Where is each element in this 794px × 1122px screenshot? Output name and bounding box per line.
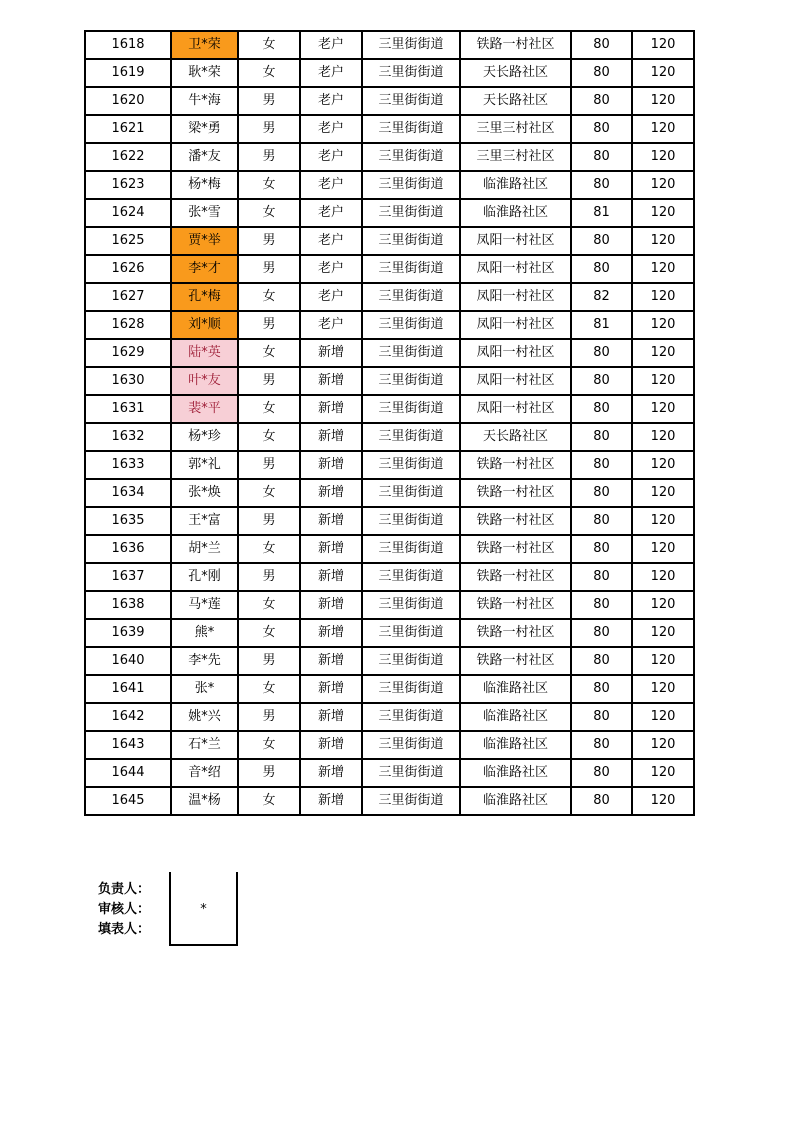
community-cell: 铁路一村社区 [460, 563, 571, 591]
reviewer-value: * [200, 902, 207, 917]
household-type-cell: 老户 [300, 283, 362, 311]
table-row [85, 647, 694, 675]
amount-cell: 120 [632, 647, 694, 675]
row-id-cell: 1640 [85, 647, 171, 675]
reviewer-label: 审核人： [98, 902, 151, 917]
name-cell: 梁*勇 [171, 115, 238, 143]
community-cell: 铁路一村社区 [460, 507, 571, 535]
standard-cell: 80 [571, 339, 632, 367]
table-row [85, 395, 694, 423]
name-cell: 马*莲 [171, 591, 238, 619]
amount-cell: 120 [632, 535, 694, 563]
name-cell: 裴*平 [171, 395, 238, 423]
standard-cell: 81 [571, 311, 632, 339]
standard-cell: 80 [571, 395, 632, 423]
gender-cell: 男 [238, 507, 300, 535]
table-row [85, 675, 694, 703]
street-cell: 三里街街道 [362, 563, 460, 591]
household-type-cell: 新增 [300, 339, 362, 367]
street-cell: 三里街街道 [362, 759, 460, 787]
community-cell: 凤阳一村社区 [460, 395, 571, 423]
amount-cell: 120 [632, 703, 694, 731]
name-cell: 刘*顺 [171, 311, 238, 339]
gender-cell: 女 [238, 619, 300, 647]
household-type-cell: 新增 [300, 535, 362, 563]
name-cell: 孔*刚 [171, 563, 238, 591]
street-cell: 三里街街道 [362, 423, 460, 451]
standard-cell: 80 [571, 563, 632, 591]
household-type-cell: 新增 [300, 451, 362, 479]
household-type-cell: 新增 [300, 563, 362, 591]
name-cell: 陆*英 [171, 339, 238, 367]
row-id-cell: 1635 [85, 507, 171, 535]
gender-cell: 女 [238, 731, 300, 759]
standard-cell: 80 [571, 87, 632, 115]
responsible-label: 负责人： [98, 882, 151, 897]
household-type-cell: 老户 [300, 115, 362, 143]
table-row [85, 479, 694, 507]
amount-cell: 120 [632, 479, 694, 507]
amount-cell: 120 [632, 395, 694, 423]
amount-cell: 120 [632, 619, 694, 647]
community-cell: 凤阳一村社区 [460, 311, 571, 339]
street-cell: 三里街街道 [362, 731, 460, 759]
gender-cell: 女 [238, 423, 300, 451]
gender-cell: 女 [238, 787, 300, 815]
gender-cell: 男 [238, 563, 300, 591]
household-type-cell: 新增 [300, 591, 362, 619]
gender-cell: 男 [238, 311, 300, 339]
standard-cell: 82 [571, 283, 632, 311]
row-id-cell: 1621 [85, 115, 171, 143]
table-row [85, 451, 694, 479]
row-id-cell: 1626 [85, 255, 171, 283]
name-cell: 姚*兴 [171, 703, 238, 731]
name-cell: 贾*举 [171, 227, 238, 255]
standard-cell: 80 [571, 227, 632, 255]
table-row [85, 255, 694, 283]
row-id-cell: 1637 [85, 563, 171, 591]
name-cell: 孔*梅 [171, 283, 238, 311]
street-cell: 三里街街道 [362, 675, 460, 703]
street-cell: 三里街街道 [362, 451, 460, 479]
household-type-cell: 新增 [300, 395, 362, 423]
street-cell: 三里街街道 [362, 87, 460, 115]
signature-right-border [236, 872, 238, 946]
street-cell: 三里街街道 [362, 367, 460, 395]
table-row [85, 339, 694, 367]
amount-cell: 120 [632, 675, 694, 703]
name-cell: 叶*友 [171, 367, 238, 395]
name-cell: 耿*荣 [171, 59, 238, 87]
table-row [85, 563, 694, 591]
street-cell: 三里街街道 [362, 535, 460, 563]
street-cell: 三里街街道 [362, 199, 460, 227]
signature-bottom-border [169, 944, 238, 946]
row-id-cell: 1620 [85, 87, 171, 115]
table-row [85, 535, 694, 563]
community-cell: 临淮路社区 [460, 703, 571, 731]
gender-cell: 女 [238, 675, 300, 703]
community-cell: 铁路一村社区 [460, 31, 571, 59]
street-cell: 三里街街道 [362, 591, 460, 619]
community-cell: 凤阳一村社区 [460, 227, 571, 255]
standard-cell: 80 [571, 143, 632, 171]
name-cell: 胡*兰 [171, 535, 238, 563]
row-id-cell: 1622 [85, 143, 171, 171]
filler-label: 填表人： [98, 922, 151, 937]
roster-table [84, 30, 695, 816]
gender-cell: 男 [238, 143, 300, 171]
amount-cell: 120 [632, 451, 694, 479]
gender-cell: 女 [238, 535, 300, 563]
name-cell: 王*富 [171, 507, 238, 535]
street-cell: 三里街街道 [362, 255, 460, 283]
standard-cell: 80 [571, 535, 632, 563]
community-cell: 凤阳一村社区 [460, 339, 571, 367]
standard-cell: 81 [571, 199, 632, 227]
household-type-cell: 新增 [300, 367, 362, 395]
gender-cell: 女 [238, 31, 300, 59]
community-cell: 临淮路社区 [460, 675, 571, 703]
row-id-cell: 1636 [85, 535, 171, 563]
amount-cell: 120 [632, 759, 694, 787]
household-type-cell: 新增 [300, 731, 362, 759]
street-cell: 三里街街道 [362, 703, 460, 731]
name-cell: 杨*珍 [171, 423, 238, 451]
row-id-cell: 1619 [85, 59, 171, 87]
amount-cell: 120 [632, 591, 694, 619]
table-row [85, 507, 694, 535]
table-row [85, 367, 694, 395]
name-cell: 音*绍 [171, 759, 238, 787]
street-cell: 三里街街道 [362, 647, 460, 675]
amount-cell: 120 [632, 171, 694, 199]
row-id-cell: 1638 [85, 591, 171, 619]
amount-cell: 120 [632, 563, 694, 591]
table-row [85, 703, 694, 731]
household-type-cell: 新增 [300, 787, 362, 815]
gender-cell: 男 [238, 87, 300, 115]
table-row [85, 283, 694, 311]
row-id-cell: 1631 [85, 395, 171, 423]
street-cell: 三里街街道 [362, 31, 460, 59]
name-cell: 熊* [171, 619, 238, 647]
table-row [85, 59, 694, 87]
name-cell: 张* [171, 675, 238, 703]
household-type-cell: 新增 [300, 619, 362, 647]
gender-cell: 女 [238, 171, 300, 199]
amount-cell: 120 [632, 311, 694, 339]
community-cell: 临淮路社区 [460, 171, 571, 199]
street-cell: 三里街街道 [362, 507, 460, 535]
row-id-cell: 1625 [85, 227, 171, 255]
name-cell: 张*雪 [171, 199, 238, 227]
name-cell: 卫*荣 [171, 31, 238, 59]
gender-cell: 男 [238, 703, 300, 731]
community-cell: 临淮路社区 [460, 787, 571, 815]
row-id-cell: 1630 [85, 367, 171, 395]
community-cell: 三里三村社区 [460, 115, 571, 143]
amount-cell: 120 [632, 423, 694, 451]
street-cell: 三里街街道 [362, 787, 460, 815]
row-id-cell: 1633 [85, 451, 171, 479]
name-cell: 郭*礼 [171, 451, 238, 479]
table-row [85, 115, 694, 143]
row-id-cell: 1643 [85, 731, 171, 759]
table-row [85, 731, 694, 759]
name-cell: 石*兰 [171, 731, 238, 759]
standard-cell: 80 [571, 451, 632, 479]
gender-cell: 女 [238, 59, 300, 87]
community-cell: 铁路一村社区 [460, 647, 571, 675]
row-id-cell: 1623 [85, 171, 171, 199]
table-row [85, 227, 694, 255]
standard-cell: 80 [571, 619, 632, 647]
household-type-cell: 新增 [300, 507, 362, 535]
street-cell: 三里街街道 [362, 619, 460, 647]
standard-cell: 80 [571, 423, 632, 451]
standard-cell: 80 [571, 787, 632, 815]
gender-cell: 男 [238, 759, 300, 787]
standard-cell: 80 [571, 675, 632, 703]
row-id-cell: 1645 [85, 787, 171, 815]
table-row [85, 787, 694, 815]
row-id-cell: 1628 [85, 311, 171, 339]
gender-cell: 男 [238, 647, 300, 675]
community-cell: 临淮路社区 [460, 199, 571, 227]
community-cell: 天长路社区 [460, 87, 571, 115]
street-cell: 三里街街道 [362, 171, 460, 199]
table-row [85, 423, 694, 451]
community-cell: 凤阳一村社区 [460, 255, 571, 283]
community-cell: 三里三村社区 [460, 143, 571, 171]
community-cell: 铁路一村社区 [460, 451, 571, 479]
amount-cell: 120 [632, 339, 694, 367]
standard-cell: 80 [571, 507, 632, 535]
household-type-cell: 老户 [300, 59, 362, 87]
community-cell: 铁路一村社区 [460, 619, 571, 647]
gender-cell: 男 [238, 227, 300, 255]
name-cell: 李*先 [171, 647, 238, 675]
community-cell: 铁路一村社区 [460, 535, 571, 563]
street-cell: 三里街街道 [362, 395, 460, 423]
street-cell: 三里街街道 [362, 479, 460, 507]
row-id-cell: 1644 [85, 759, 171, 787]
amount-cell: 120 [632, 31, 694, 59]
row-id-cell: 1634 [85, 479, 171, 507]
name-cell: 李*才 [171, 255, 238, 283]
table-row [85, 199, 694, 227]
household-type-cell: 老户 [300, 171, 362, 199]
community-cell: 凤阳一村社区 [460, 367, 571, 395]
standard-cell: 80 [571, 591, 632, 619]
gender-cell: 女 [238, 283, 300, 311]
community-cell: 临淮路社区 [460, 759, 571, 787]
amount-cell: 120 [632, 143, 694, 171]
amount-cell: 120 [632, 787, 694, 815]
street-cell: 三里街街道 [362, 339, 460, 367]
amount-cell: 120 [632, 255, 694, 283]
amount-cell: 120 [632, 59, 694, 87]
household-type-cell: 新增 [300, 703, 362, 731]
amount-cell: 120 [632, 367, 694, 395]
table-row [85, 31, 694, 59]
street-cell: 三里街街道 [362, 311, 460, 339]
amount-cell: 120 [632, 283, 694, 311]
standard-cell: 80 [571, 31, 632, 59]
row-id-cell: 1618 [85, 31, 171, 59]
standard-cell: 80 [571, 759, 632, 787]
household-type-cell: 老户 [300, 199, 362, 227]
household-type-cell: 新增 [300, 423, 362, 451]
gender-cell: 女 [238, 395, 300, 423]
community-cell: 天长路社区 [460, 423, 571, 451]
community-cell: 凤阳一村社区 [460, 283, 571, 311]
household-type-cell: 新增 [300, 479, 362, 507]
community-cell: 临淮路社区 [460, 731, 571, 759]
gender-cell: 男 [238, 451, 300, 479]
community-cell: 天长路社区 [460, 59, 571, 87]
household-type-cell: 老户 [300, 227, 362, 255]
row-id-cell: 1624 [85, 199, 171, 227]
row-id-cell: 1641 [85, 675, 171, 703]
household-type-cell: 新增 [300, 647, 362, 675]
gender-cell: 女 [238, 591, 300, 619]
gender-cell: 男 [238, 367, 300, 395]
household-type-cell: 老户 [300, 31, 362, 59]
street-cell: 三里街街道 [362, 115, 460, 143]
row-id-cell: 1632 [85, 423, 171, 451]
standard-cell: 80 [571, 479, 632, 507]
name-cell: 潘*友 [171, 143, 238, 171]
standard-cell: 80 [571, 171, 632, 199]
street-cell: 三里街街道 [362, 283, 460, 311]
amount-cell: 120 [632, 115, 694, 143]
table-row [85, 143, 694, 171]
table-row [85, 311, 694, 339]
amount-cell: 120 [632, 507, 694, 535]
street-cell: 三里街街道 [362, 143, 460, 171]
household-type-cell: 新增 [300, 759, 362, 787]
row-id-cell: 1627 [85, 283, 171, 311]
table-row [85, 619, 694, 647]
row-id-cell: 1642 [85, 703, 171, 731]
amount-cell: 120 [632, 87, 694, 115]
community-cell: 铁路一村社区 [460, 479, 571, 507]
standard-cell: 80 [571, 367, 632, 395]
household-type-cell: 新增 [300, 675, 362, 703]
community-cell: 铁路一村社区 [460, 591, 571, 619]
table-row [85, 171, 694, 199]
name-cell: 杨*梅 [171, 171, 238, 199]
street-cell: 三里街街道 [362, 227, 460, 255]
gender-cell: 女 [238, 339, 300, 367]
table-row [85, 591, 694, 619]
gender-cell: 男 [238, 255, 300, 283]
amount-cell: 120 [632, 731, 694, 759]
amount-cell: 120 [632, 227, 694, 255]
household-type-cell: 老户 [300, 255, 362, 283]
row-id-cell: 1639 [85, 619, 171, 647]
standard-cell: 80 [571, 115, 632, 143]
standard-cell: 80 [571, 255, 632, 283]
table-row [85, 759, 694, 787]
signature-block [84, 872, 238, 946]
standard-cell: 80 [571, 703, 632, 731]
amount-cell: 120 [632, 199, 694, 227]
household-type-cell: 老户 [300, 311, 362, 339]
name-cell: 温*杨 [171, 787, 238, 815]
name-cell: 牛*海 [171, 87, 238, 115]
standard-cell: 80 [571, 731, 632, 759]
gender-cell: 女 [238, 479, 300, 507]
gender-cell: 男 [238, 115, 300, 143]
name-cell: 张*焕 [171, 479, 238, 507]
household-type-cell: 老户 [300, 87, 362, 115]
table-row [85, 87, 694, 115]
household-type-cell: 老户 [300, 143, 362, 171]
gender-cell: 女 [238, 199, 300, 227]
standard-cell: 80 [571, 59, 632, 87]
standard-cell: 80 [571, 647, 632, 675]
street-cell: 三里街街道 [362, 59, 460, 87]
row-id-cell: 1629 [85, 339, 171, 367]
